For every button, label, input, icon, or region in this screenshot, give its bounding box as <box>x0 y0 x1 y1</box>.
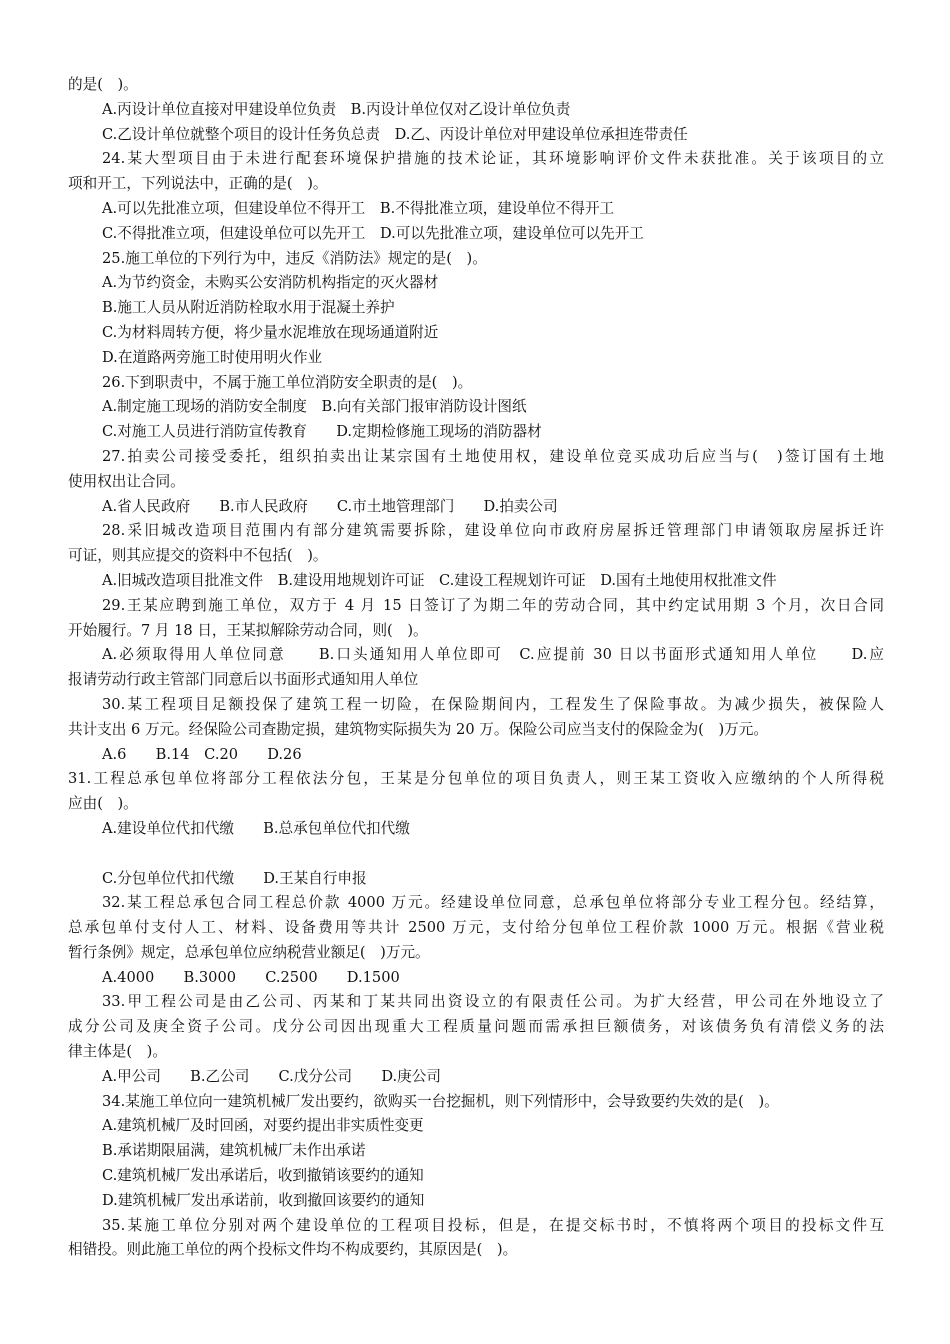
option-line: A.必须取得用人单位同意 B.口头通知用人单位即可 C.应提前 30 日以书面形式通知用人单位 D.应 <box>102 646 884 664</box>
text-line: 相错投。则此施工单位的两个投标文件均不构成要约，其原因是( )。 <box>68 1241 518 1259</box>
option-line: B.承诺期限届满，建筑机械厂未作出承诺 <box>102 1142 366 1160</box>
text-line: 开始履行。7 月 18 日，王某拟解除劳动合同，则( )。 <box>68 621 428 639</box>
question-line: 29.王某应聘到施工单位，双方于 4 月 15 日签订了为期二年的劳动合同，其中约定试用期 3 个月，次日合同 <box>102 596 884 614</box>
option-line: D.建筑机械厂发出承诺前，收到撤回该要约的通知 <box>102 1191 425 1209</box>
option-line: D.在道路两旁施工时使用明火作业 <box>102 348 323 366</box>
option-line: A.为节约资金，未购买公安消防机构指定的灭火器材 <box>102 274 439 292</box>
question-line: 28.采旧城改造项目范围内有部分建筑需要拆除，建设单位向市政府房屋拆迁管理部门申请领取房屋拆迁许 <box>102 522 884 540</box>
option-line: A.制定施工现场的消防安全制度 B.向有关部门报审消防设计图纸 <box>102 398 527 416</box>
text-line: 总承包单付支付人工、材料、设备费用等共计 2500 万元，支付给分包单位工程价款 1000 万元。根据《营业税 <box>68 919 884 937</box>
option-line: C.不得批准立项，但建设单位可以先开工 D.可以先批准立项，建设单位可以先开工 <box>102 224 644 242</box>
option-line: C.分包单位代扣代缴 D.王某自行申报 <box>102 869 367 887</box>
option-line: A.4000 B.3000 C.2500 D.1500 <box>102 968 400 986</box>
question-line: 26.下到职责中，不属于施工单位消防安全职责的是( )。 <box>102 373 473 391</box>
option-line: A.丙设计单位直接对甲建设单位负责 B.丙设计单位仅对乙设计单位负责 <box>102 100 571 118</box>
option-line: A.建筑机械厂及时回函，对要约提出非实质性变更 <box>102 1117 424 1135</box>
question-line: 30.某工程项目足额投保了建筑工程一切险，在保险期间内，工程发生了保险事故。为减少损失，被保险人 <box>102 695 884 713</box>
option-line: C.乙设计单位就整个项目的设计任务负总责 D.乙、丙设计单位对甲建设单位承担连带责任 <box>102 125 688 143</box>
option-line: A.可以先批准立项，但建设单位不得开工 B.不得批准立项，建设单位不得开工 <box>102 199 615 217</box>
question-line: 32.某工程总承包合同工程总价款 4000 万元。经建设单位同意，总承包单位将部分专业工程分包。经结算， <box>102 894 884 912</box>
question-line: 25.施工单位的下列行为中，违反《消防法》规定的是( )。 <box>102 249 487 267</box>
option-line: A.建设单位代扣代缴 B.总承包单位代扣代缴 <box>102 819 410 837</box>
text-line: 律主体是( )。 <box>68 1043 167 1061</box>
option-line: A.6 B.14 C.20 D.26 <box>102 745 302 763</box>
option-line: C.建筑机械厂发出承诺后，收到撤销该要约的通知 <box>102 1167 424 1185</box>
question-line: 24.某大型项目由于未进行配套环境保护措施的技术论证，其环境影响评价文件未获批准。关于该项目的立 <box>102 150 884 168</box>
question-line: 33.甲工程公司是由乙公司、丙某和丁某共同出资设立的有限责任公司。为扩大经营，甲公司在外地设立了 <box>102 993 884 1011</box>
text-line: 报请劳动行政主管部门同意后以书面形式通知用人单位 <box>68 671 419 689</box>
option-line: A.甲公司 B.乙公司 C.戊分公司 D.庚公司 <box>102 1067 441 1085</box>
blank-line <box>68 842 884 867</box>
question-line: 34.某施工单位向一建筑机械厂发出要约，欲购买一台挖掘机，则下列情形中，会导致要约失效的是( )。 <box>102 1092 779 1110</box>
text-line: 应由( )。 <box>68 795 138 813</box>
question-line: 31.工程总承包单位将部分工程依法分包，王某是分包单位的项目负责人，则王某工资收入应缴纳的个人所得税 <box>68 770 884 788</box>
text-line: 使用权出让合同。 <box>68 472 185 490</box>
question-line: 27.拍卖公司接受委托，组织拍卖出让某宗国有土地使用权，建设单位竞买成功后应当与( )签订国有土地 <box>102 447 884 465</box>
option-line: B.施工人员从附近消防栓取水用于混凝土养护 <box>102 299 395 317</box>
text-line: 成分公司及庚全资子公司。戊分公司因出现重大工程质量问题而需承担巨额债务，对该债务负有清偿义务的法 <box>68 1018 884 1036</box>
question-line: 35.某施工单位分别对两个建设单位的工程项目投标，但是，在提交标书时，不慎将两个项目的投标文件互 <box>102 1216 884 1234</box>
text-line: 共计支出 6 万元。经保险公司查勘定损，建筑物实际损失为 20 万。保险公司应当支付的保险金为( )万元。 <box>68 720 768 738</box>
option-line: A.省人民政府 B.市人民政府 C.市土地管理部门 D.拍卖公司 <box>102 497 558 515</box>
option-line: A.旧城改造项目批准文件 B.建设用地规划许可证 C.建设工程规划许可证 D.国有土地使用权批准文件 <box>102 571 777 589</box>
text-line: 项和开工，下列说法中，正确的是( )。 <box>68 175 328 193</box>
text-line: 暂行条例》规定，总承包单位应纳税营业额足( )万元。 <box>68 943 430 961</box>
option-line: C.为材料周转方便，将少量水泥堆放在现场通道附近 <box>102 323 439 341</box>
text-line: 可证，则其应提交的资料中不包括( )。 <box>68 547 328 565</box>
option-line: C.对施工人员进行消防宣传教育 D.定期检修施工现场的消防器材 <box>102 423 542 441</box>
text-line: 的是( )。 <box>68 76 138 93</box>
